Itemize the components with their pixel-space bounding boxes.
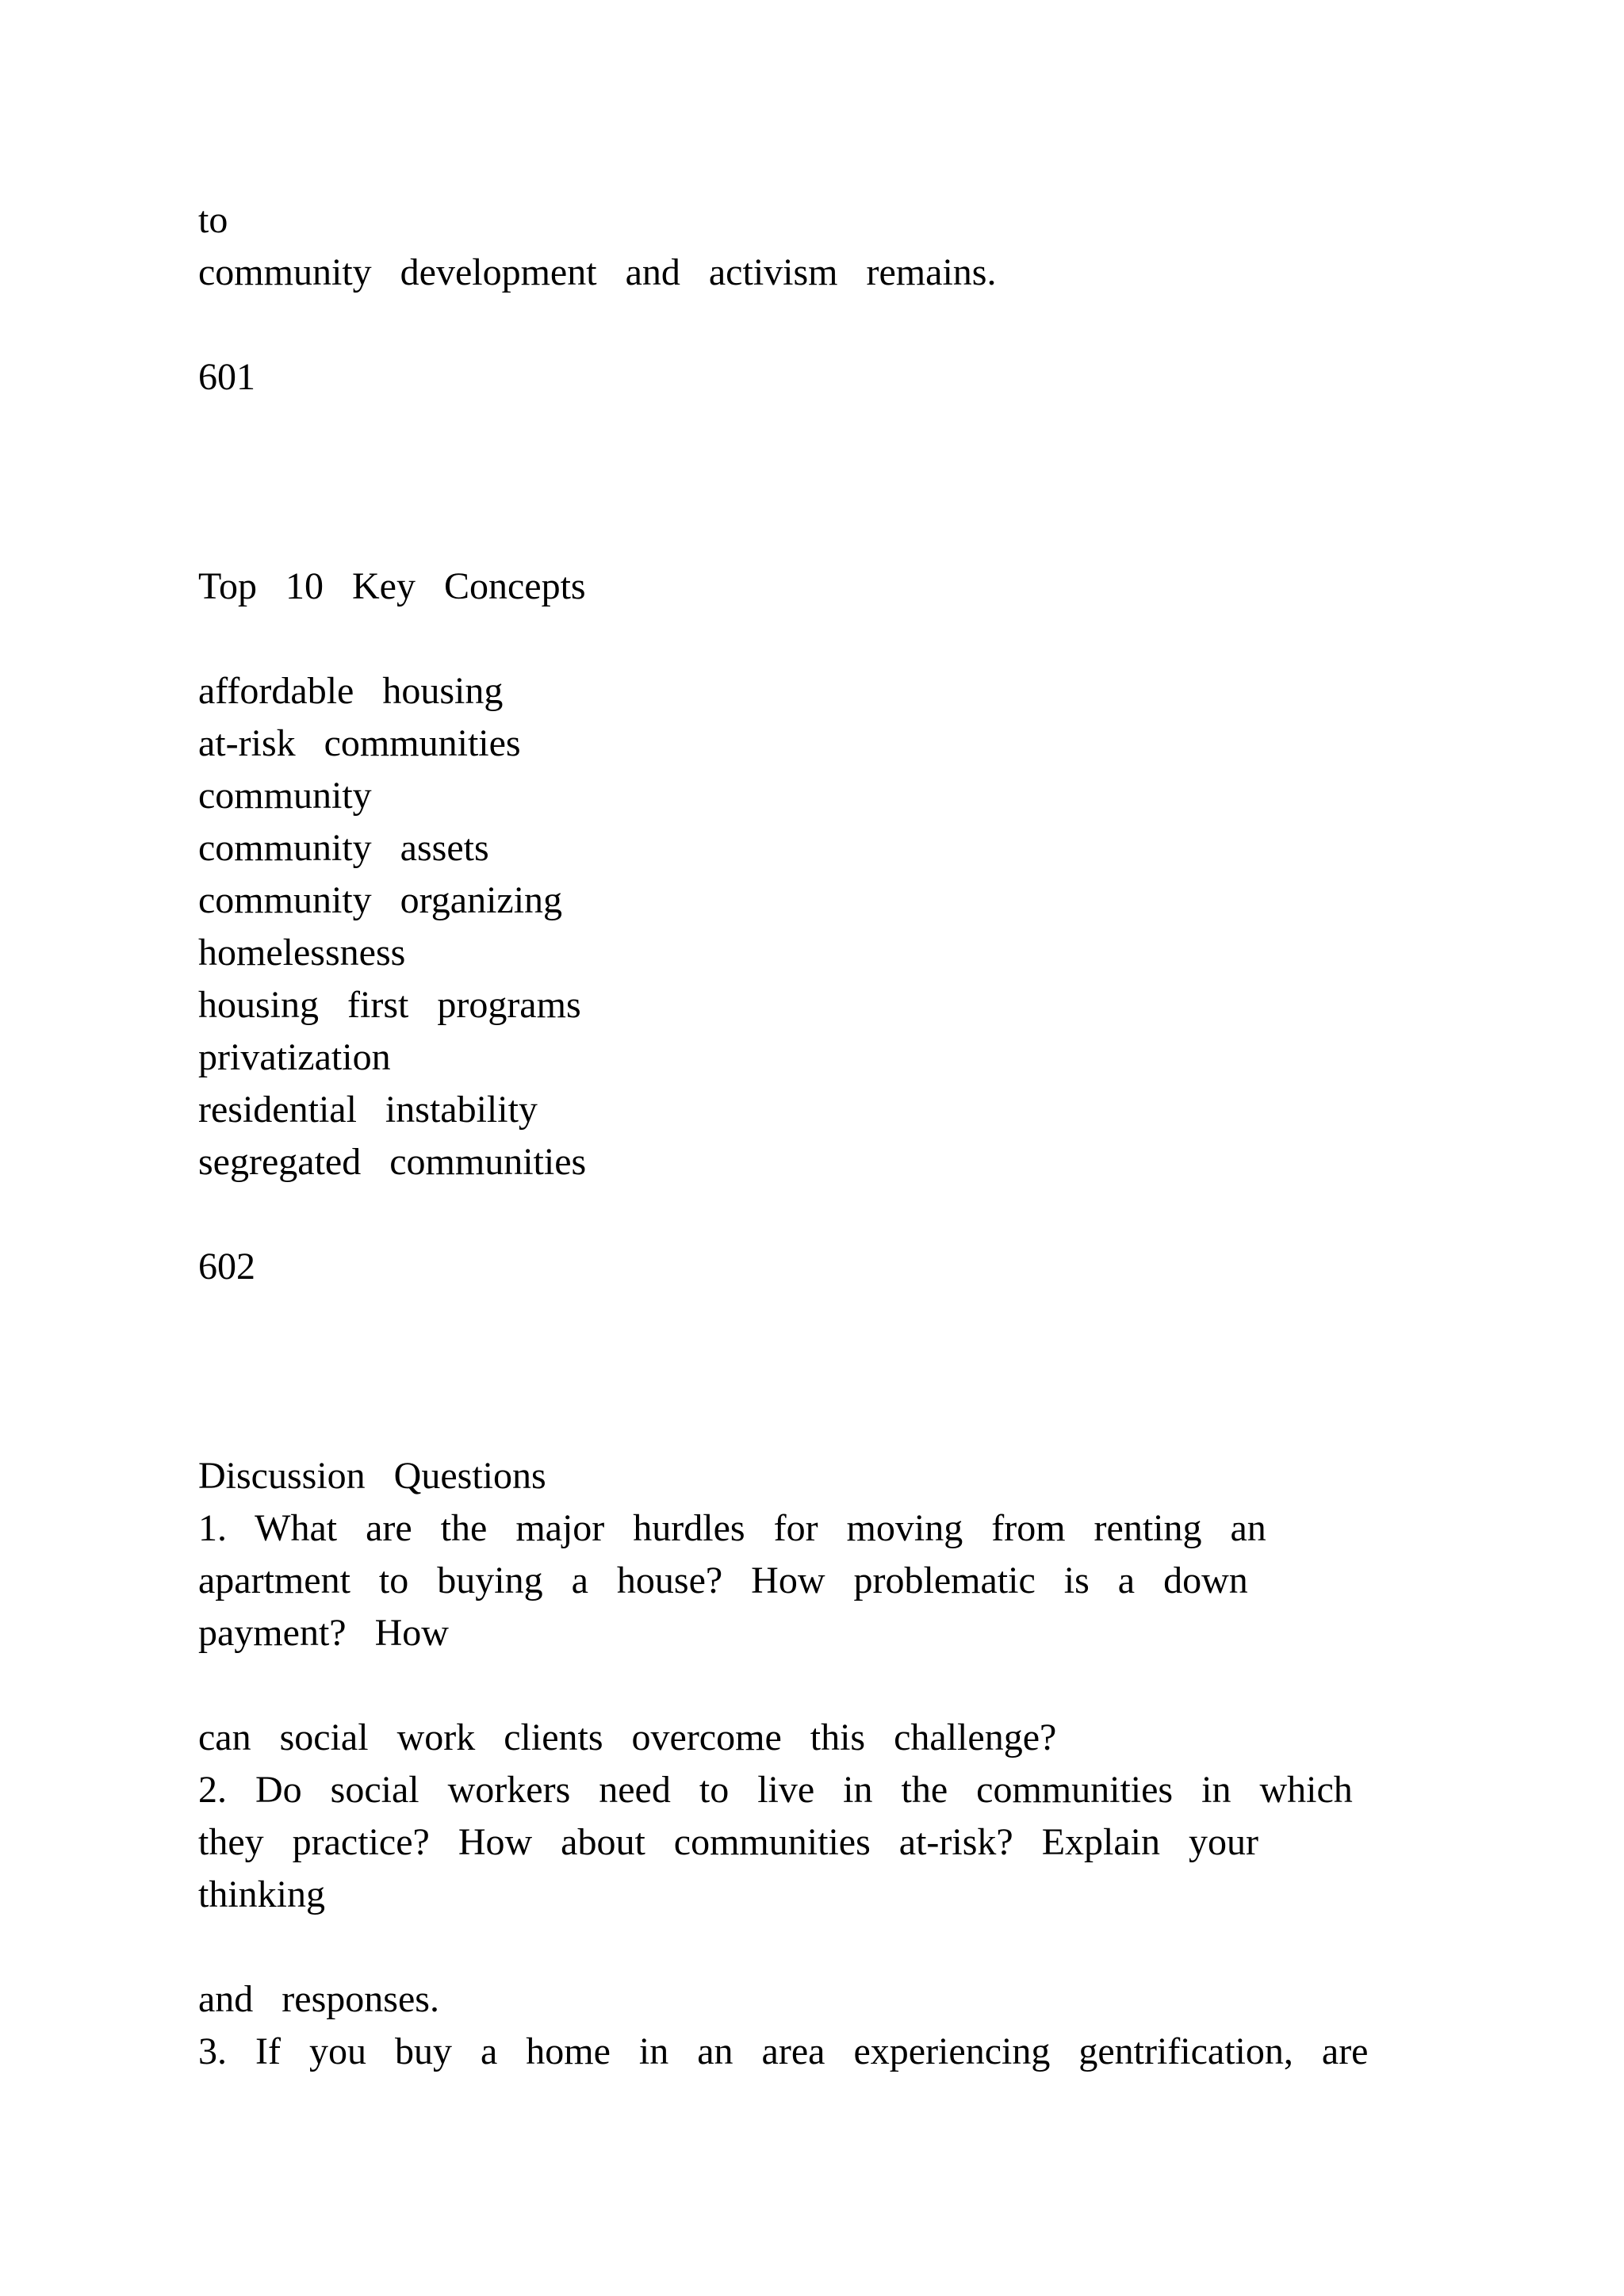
key-concept-item: housing first programs [198, 984, 581, 1026]
question-line: payment? How [198, 1612, 449, 1654]
key-concept-item: segregated communities [198, 1141, 587, 1183]
question-line: apartment to buying a house? How problematic is a down [198, 1559, 1248, 1601]
text-line: community development and activism remains. [198, 251, 997, 293]
text-line: to [198, 199, 228, 241]
key-concept-item: community [198, 775, 372, 817]
key-concept-item: affordable housing [198, 670, 504, 712]
page-number: 601 [198, 356, 255, 398]
section-heading-key-concepts: Top 10 Key Concepts [198, 565, 586, 607]
question-line: 2. Do social workers need to live in the communities in which [198, 1769, 1353, 1811]
question-line: can social work clients overcome this challenge? [198, 1716, 1057, 1758]
key-concept-item: privatization [198, 1036, 391, 1078]
question-line: they practice? How about communities at-risk? Explain your [198, 1821, 1258, 1863]
question-line: and responses. [198, 1978, 439, 2020]
question-line: 3. If you buy a home in an area experiencing gentrification, are [198, 2030, 1369, 2072]
question-line: 1. What are the major hurdles for moving from renting an [198, 1507, 1266, 1549]
key-concept-item: at-risk communities [198, 722, 521, 764]
section-heading-discussion-questions: Discussion Questions [198, 1455, 546, 1497]
key-concept-item: residential instability [198, 1089, 538, 1131]
key-concept-item: homelessness [198, 932, 406, 974]
key-concept-item: community assets [198, 827, 489, 869]
key-concept-item: community organizing [198, 879, 563, 921]
question-line: thinking [198, 1873, 326, 1915]
page-number: 602 [198, 1246, 255, 1288]
